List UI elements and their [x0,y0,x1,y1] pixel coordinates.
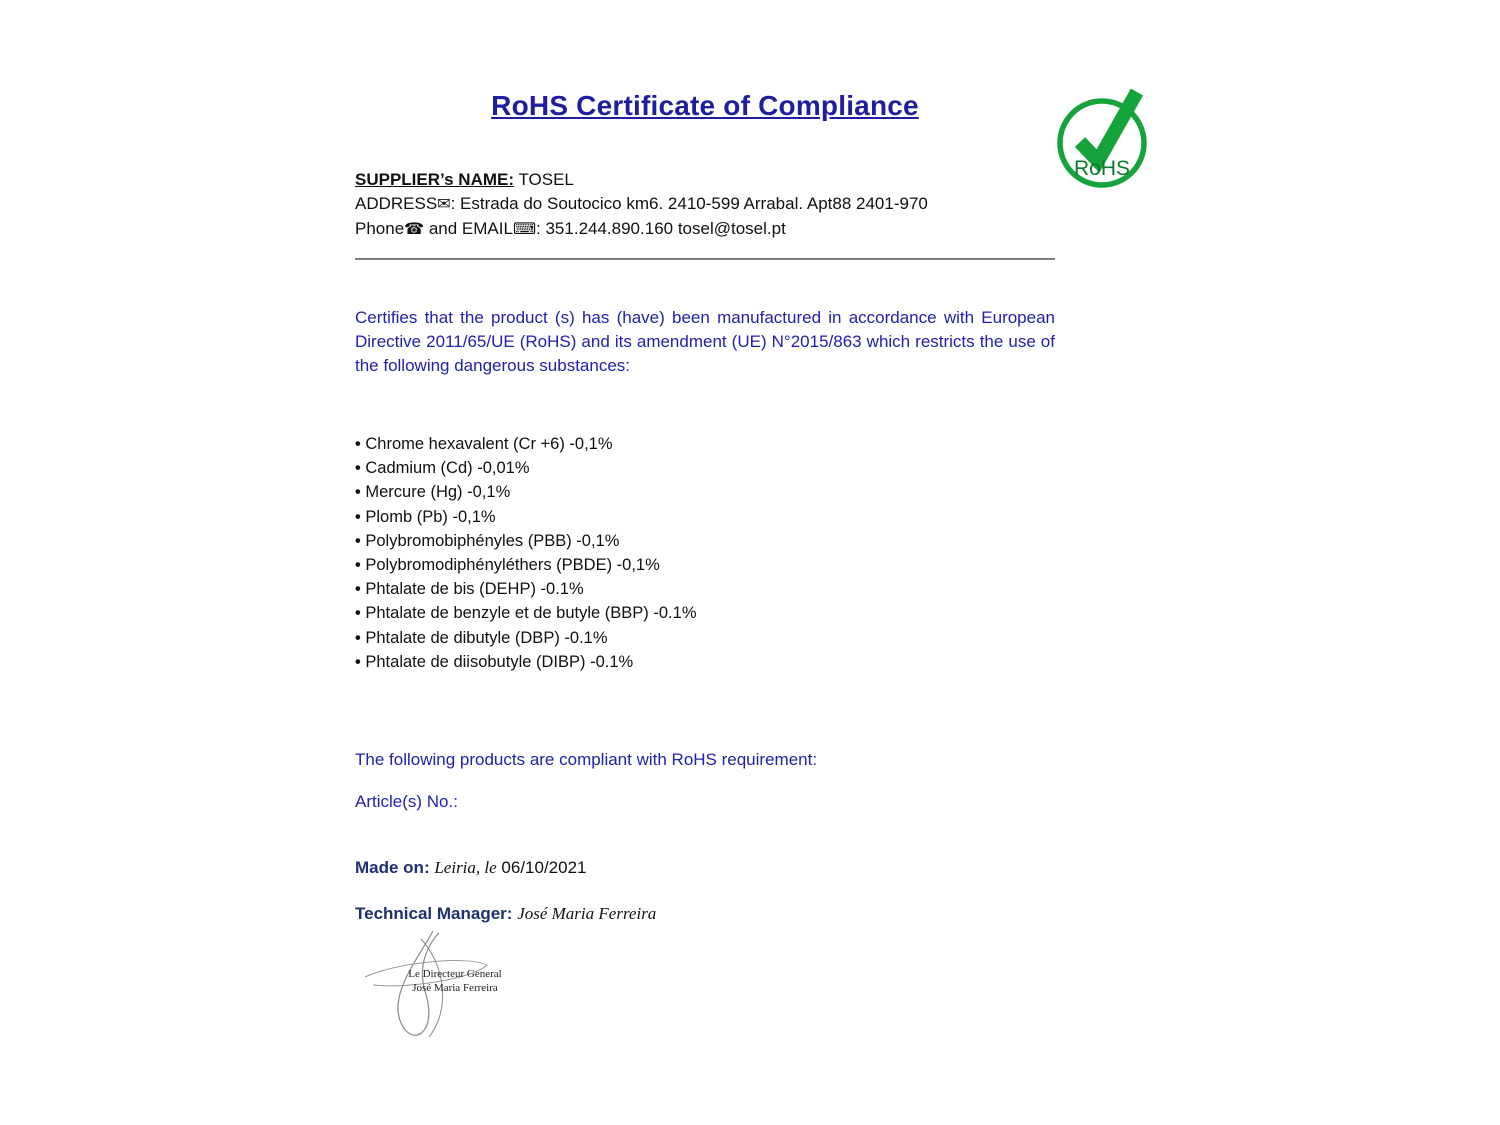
page-title: RoHS Certificate of Compliance [491,90,919,121]
certification-statement: Certifies that the product (s) has (have) been manufactured in accordance with European Directive 2011/65/UE (RoHS) and its amendment (UE) N°2015/863 which restricts the use of the following dangerous substances: [355,308,1055,375]
technical-manager-label: Technical Manager: [355,904,513,924]
computer-icon: ⌨ [512,221,537,238]
list-item: • Phtalate de diisobutyle (DIBP) -0.1% [355,650,1055,674]
compliance-line: The following products are compliant with RoHS requirement: [355,750,818,770]
article-number-line: Article(s) No.: [355,792,458,812]
envelope-icon: ✉ [437,196,451,213]
address-value: : Estrada do Soutocico km6. 2410-599 Arrabal. Apt88 2401-970 [450,194,928,213]
made-on-line [355,858,1055,878]
rohs-logo [1050,80,1154,192]
supplier-address-line [355,192,1055,217]
signature-block [355,925,545,1055]
list-item: • Mercure (Hg) -0,1% [355,480,1055,504]
list-item: • Plomb (Pb) -0,1% [355,505,1055,529]
list-item: • Polybromodiphényléthers (PBDE) -0,1% [355,553,1055,577]
header-divider [355,258,1055,260]
phone-icon: ☎ [404,221,425,238]
document-body [355,90,1055,924]
signature-caption [385,967,525,995]
list-item: • Phtalate de dibutyle (DBP) -0.1% [355,626,1055,650]
technical-manager-line [355,904,1055,924]
supplier-block [355,168,1055,242]
signature-name: José Maria Ferreira [412,982,498,994]
email-label: and EMAIL [424,219,513,238]
supplier-contact-line [355,217,1055,242]
made-on-place: Leiria, le [434,858,497,878]
supplier-name-value: TOSEL [518,170,574,189]
phone-label: Phone [355,219,405,238]
signature-title: Le Directeur General [408,968,502,980]
list-item: • Cadmium (Cd) -0,01% [355,456,1055,480]
made-on-label: Made on: [355,858,430,878]
supplier-name-label: SUPPLIER’s NAME: [355,170,515,189]
rohs-logo-label: RoHS [1073,157,1131,180]
list-item: • Chrome hexavalent (Cr +6) -0,1% [355,432,1055,456]
list-item: • Phtalate de bis (DEHP) -0.1% [355,577,1055,601]
address-label: ADDRESS [355,194,438,213]
supplier-name-line [355,168,1055,192]
list-item: • Polybromobiphényles (PBB) -0,1% [355,529,1055,553]
list-item: • Phtalate de benzyle et de butyle (BBP) -0.1% [355,601,1055,625]
contact-value: : 351.244.890.160 tosel@tosel.pt [536,219,786,238]
made-on-date: 06/10/2021 [501,858,587,878]
technical-manager-name: José Maria Ferreira [517,904,657,924]
substances-list [355,432,1055,674]
